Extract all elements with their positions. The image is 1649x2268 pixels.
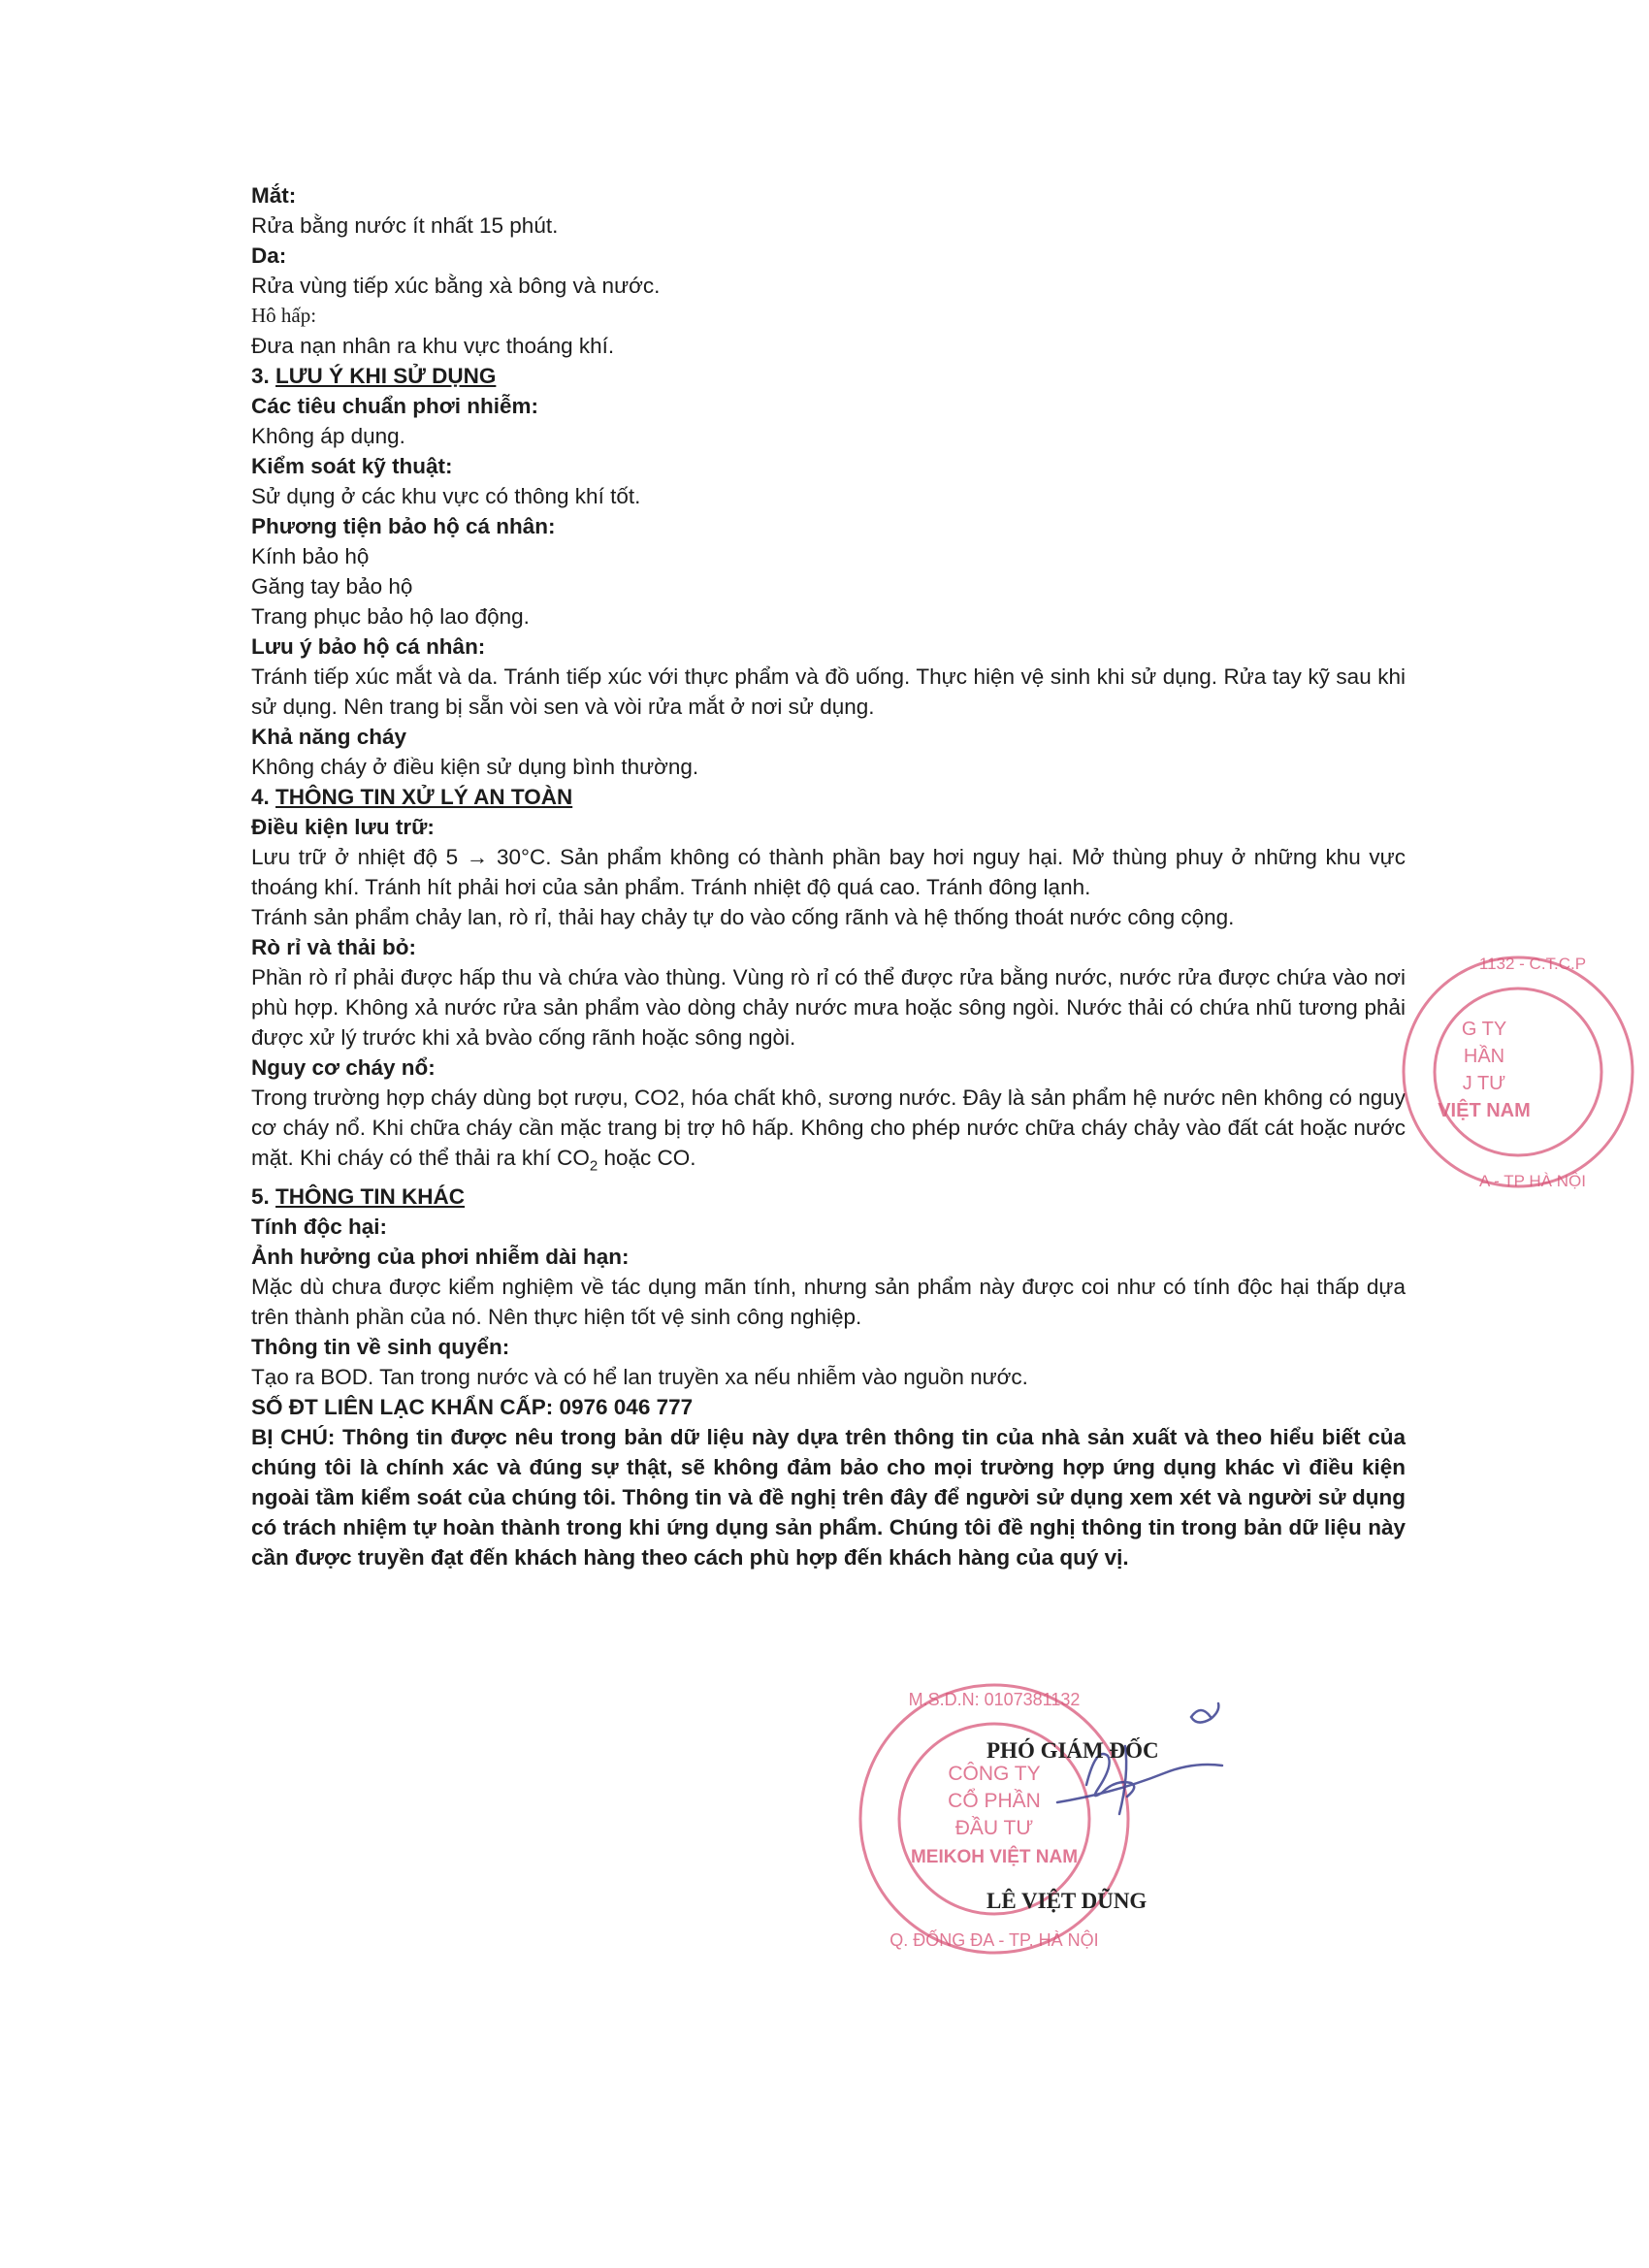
longterm-label: Ảnh hưởng của phơi nhiễm dài hạn: xyxy=(251,1244,630,1269)
bio-label: Thông tin về sinh quyển: xyxy=(251,1334,510,1359)
section-3-title: LƯU Ý KHI SỬ DỤNG xyxy=(275,364,497,388)
flammability-text: Không cháy ở điều kiện sử dụng bình thường. xyxy=(251,755,699,779)
skin-label: Da: xyxy=(251,243,287,268)
ppe-label: Phương tiện bảo hộ cá nhân: xyxy=(251,514,556,538)
stamp-edge-ring-bottom: A - TP HÀ NỘI xyxy=(1479,1172,1586,1190)
disclaimer-note: BỊ CHÚ: Thông tin được nêu trong bản dữ liệu này dựa trên thông tin của nhà sản xuất và theo hiểu biết của chúng tôi là chính xác và đúng sự thật, sẽ không đảm bảo cho mọi trường hợp ứng dụng khác vì điều kiện ngoài tầm kiểm soát của chúng tôi. Thông tin và đề nghị trên đây để người sử dụng xem xét và người sử dụng có trách nhiệm tự hoàn thành trong khi ứng dụng sản phẩm. Chúng tôi đề nghị thông tin trong bản dữ liệu này cần được truyền đạt đến khách hàng theo cách phù hợp đến khách hàng của quý vị. xyxy=(251,1424,1406,1570)
document-body xyxy=(251,180,1406,1572)
fire-text-end: hoặc CO. xyxy=(598,1146,696,1170)
section-4-heading xyxy=(251,782,1406,812)
storage-text: Lưu trữ ở nhiệt độ 5 → 30°C. Sản phẩm không có thành phần bay hơi nguy hại. Mở thùng phuy ở những khu vực thoáng khí. Tránh hít phải hơi của sản phẩm. Tránh nhiệt độ quá cao. Tránh đông lạnh. xyxy=(251,845,1406,899)
storage-label: Điều kiện lưu trữ: xyxy=(251,815,435,839)
stamp-edge-line4: VIỆT NAM xyxy=(1438,1100,1531,1121)
leak-text: Phần rò rỉ phải được hấp thu và chứa vào thùng. Vùng rò rỉ có thể được rửa bằng nước, nước rửa được chứa vào nơi phù hợp. Không xả nước rửa sản phẩm vào dòng chảy nước mưa hoặc sông ngòi. Nước thải có chứa nhũ tương phải được xử lý trước khi xả bvào cống rãnh hoặc sông ngòi. xyxy=(251,965,1406,1050)
exposure-label: Các tiêu chuẩn phơi nhiễm: xyxy=(251,394,539,418)
stamp-main-line3: ĐẦU TƯ xyxy=(954,1817,1034,1839)
exposure-text: Không áp dụng. xyxy=(251,424,405,448)
fire-label: Nguy cơ cháy nổ: xyxy=(251,1055,436,1080)
longterm-text: Mặc dù chưa được kiểm nghiệm về tác dụng mãn tính, nhưng sản phẩm này được coi như có tính độc hại thấp dựa trên thành phần của nó. Nên thực hiện tốt vệ sinh công nghiệp. xyxy=(251,1274,1406,1329)
signer-name: LÊ VIỆT DŨNG xyxy=(986,1889,1148,1913)
stamp-main-ring-bottom: Q. ĐỐNG ĐA - TP. HÀ NỘI xyxy=(889,1930,1099,1950)
stamp-edge-line3: J TƯ xyxy=(1462,1073,1506,1094)
toxicity-label: Tính độc hại: xyxy=(251,1214,387,1239)
section-4-title: THÔNG TIN XỬ LÝ AN TOÀN xyxy=(275,785,573,809)
stamp-edge-line1: G TY xyxy=(1461,1019,1507,1040)
stamp-main-ring-top: M.S.D.N: 0107381132 xyxy=(908,1690,1081,1709)
emergency-phone: SỐ ĐT LIÊN LẠC KHẨN CẤP: 0976 046 777 xyxy=(251,1394,694,1419)
stamp-main-line2: CỔ PHẦN xyxy=(948,1790,1041,1812)
skin-text: Rửa vùng tiếp xúc bằng xà bông và nước. xyxy=(251,274,661,298)
fire-text-subscript: 2 xyxy=(589,1157,598,1175)
leak-label: Rò rỉ và thải bỏ: xyxy=(251,935,417,959)
fire-text xyxy=(251,1083,1406,1182)
engineering-label: Kiểm soát kỹ thuật: xyxy=(251,454,453,478)
fire-text-main: Trong trường hợp cháy dùng bọt rượu, CO2, hóa chất khô, sương nước. Đây là sản phẩm hệ nước nên không có nguy cơ cháy nổ. Khi chữa cháy cần mặc trang bị trợ hô hấp. Không cho phép nước chữa cháy chảy vào đất cát hoặc nước mặt. Khi cháy có thể thải ra khí CO xyxy=(251,1085,1406,1170)
personal-label: Lưu ý bảo hộ cá nhân: xyxy=(251,634,486,659)
eyes-text: Rửa bằng nước ít nhất 15 phút. xyxy=(251,213,559,238)
section-5-title: THÔNG TIN KHÁC xyxy=(275,1183,466,1209)
ppe-item-gloves: Găng tay bảo hộ xyxy=(251,574,413,599)
signer-title: PHÓ GIÁM ĐỐC xyxy=(986,1738,1159,1763)
bio-text: Tạo ra BOD. Tan trong nước và có hể lan truyền xa nếu nhiễm vào nguồn nước. xyxy=(251,1364,1028,1389)
section-3-number: 3. xyxy=(251,364,270,388)
flammability-label: Khả năng cháy xyxy=(251,725,407,749)
section-5-number: 5. xyxy=(251,1183,270,1209)
section-4-number: 4. xyxy=(251,785,270,809)
storage-text-2: Tránh sản phẩm chảy lan, rò rỉ, thải hay chảy tự do vào cống rãnh và hệ thống thoát nước công cộng. xyxy=(251,905,1235,929)
personal-text: Tránh tiếp xúc mắt và da. Tránh tiếp xúc với thực phẩm và đồ uống. Thực hiện vệ sinh khi sử dụng. Rửa tay kỹ sau khi sử dụng. Nên trang bị sẵn vòi sen và vòi rửa mắt ở nơi sử dụng. xyxy=(251,664,1406,719)
eyes-label: Mắt: xyxy=(251,183,297,208)
stamp-main-line4: MEIKOH VIỆT NAM xyxy=(910,1847,1079,1867)
ppe-item-clothing: Trang phục bảo hộ lao động. xyxy=(251,604,530,629)
section-5-heading xyxy=(251,1182,1406,1212)
breath-label: Hô hấp: xyxy=(251,304,317,327)
stamp-main-line1: CÔNG TY xyxy=(948,1763,1041,1785)
breath-text: Đưa nạn nhân ra khu vực thoáng khí. xyxy=(251,334,615,358)
stamp-edge-ring-top: 1132 - C.T.C.P xyxy=(1478,955,1587,973)
section-3-heading xyxy=(251,361,1406,391)
company-stamp-edge xyxy=(1387,926,1649,1217)
engineering-text: Sử dụng ở các khu vực có thông khí tốt. xyxy=(251,484,641,508)
stamp-edge-line2: HẦN xyxy=(1463,1046,1505,1067)
ppe-item-goggles: Kính bảo hộ xyxy=(251,544,370,568)
